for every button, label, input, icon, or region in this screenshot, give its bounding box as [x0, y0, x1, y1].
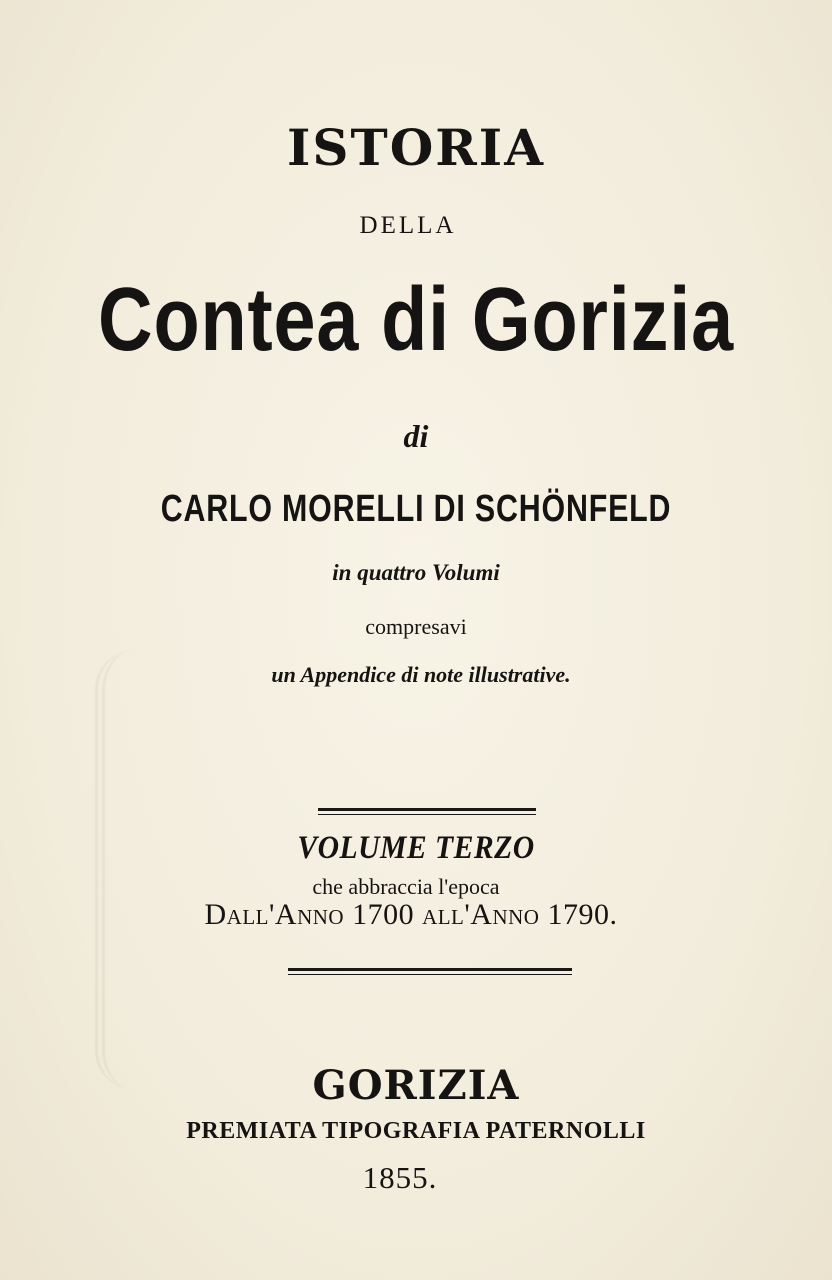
imprint-printer: PREMIATA TIPOGRAFIA PATERNOLLI	[186, 1118, 646, 1144]
epoch-intro: che abbraccia l'epoca	[312, 874, 500, 899]
title-istoria: ISTORIA	[287, 118, 545, 177]
appendix-note: un Appendice di note illustrative.	[271, 662, 571, 687]
divider-rule-top	[318, 808, 536, 811]
title-della: DELLA	[359, 212, 457, 239]
author-preposition: di	[403, 418, 429, 454]
divider-rule-bottom	[288, 968, 572, 971]
including-note: compresavi	[365, 614, 467, 639]
date-range: Dall'Anno 1700 all'Anno 1790.	[204, 898, 618, 931]
volume-label: VOLUME TERZO	[297, 830, 535, 866]
imprint-place: GORIZIA	[312, 1062, 520, 1109]
imprint-year: 1855.	[362, 1160, 438, 1195]
title-contea-di-gorizia: Contea di Gorizia	[98, 270, 734, 370]
author-name: CARLO MORELLI DI SCHÖNFELD	[160, 488, 672, 530]
bleed-through-ornament	[95, 650, 225, 1090]
volumes-note: in quattro Volumi	[332, 560, 500, 585]
